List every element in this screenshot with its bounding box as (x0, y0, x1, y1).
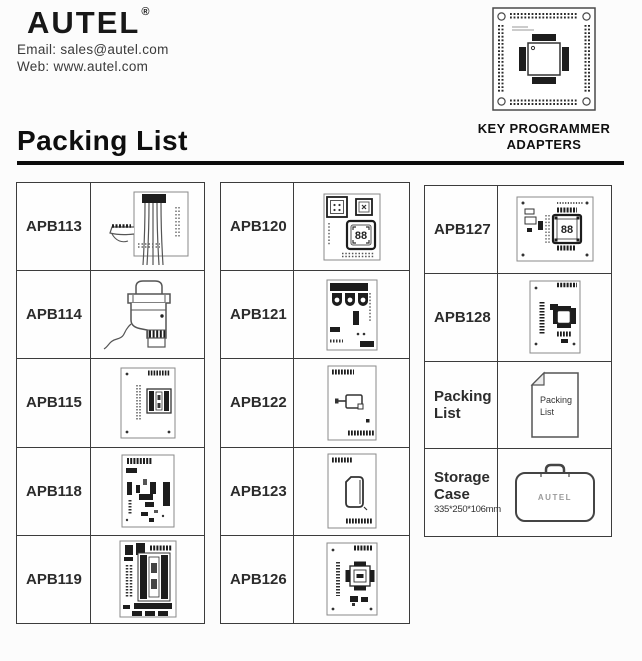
socket-text: 88 (354, 229, 367, 242)
paper-text-line2: List (539, 406, 554, 417)
cell-image (91, 271, 204, 358)
apb122-board-adapter-icon (324, 363, 380, 443)
packing-table-column-1 (16, 182, 205, 624)
storage-case-size: 335*250*106mm (434, 504, 501, 516)
adapters-caption-line2: ADAPTERS (506, 136, 582, 152)
part-number-label: APB123 (221, 448, 294, 535)
apb113-cable-adapter-icon (100, 187, 196, 267)
storage-case-label (425, 449, 501, 536)
part-number-label: APB128 (425, 274, 498, 361)
cell-image (498, 274, 611, 361)
part-number-label: APB118 (17, 448, 91, 535)
cell-image (294, 448, 409, 535)
cell-image (294, 536, 409, 623)
cell-image (91, 448, 204, 535)
storage-case-name: Storage Case (434, 468, 490, 504)
part-number-label: APB122 (221, 359, 294, 446)
cell-apb113 (17, 183, 204, 271)
apb115-board-adapter-icon (118, 365, 178, 441)
cell-apb123 (221, 448, 409, 536)
page-title: Packing List (17, 125, 188, 156)
cell-apb118 (17, 448, 204, 536)
paper-text-line1: Packing (539, 394, 572, 405)
cell-apb120 (221, 183, 409, 271)
cell-packing-list (425, 362, 611, 450)
title-underline (17, 161, 624, 165)
socket-text: 88 (560, 224, 573, 237)
contact-email-line (17, 42, 169, 57)
adapters-caption-line1: KEY PROGRAMMER (477, 121, 611, 136)
cell-image (498, 449, 611, 536)
cell-storage-case (425, 449, 611, 536)
packing-list-label: Packing List (425, 362, 498, 449)
apb127-board-adapter-icon (515, 195, 595, 263)
cell-apb114 (17, 271, 204, 359)
cell-image (294, 183, 409, 270)
cell-image (91, 536, 204, 623)
part-number-label: APB113 (17, 183, 91, 270)
cell-image (294, 359, 409, 446)
part-number-label: APB127 (425, 186, 498, 273)
part-number-label: APB121 (221, 271, 294, 358)
part-number-label: APB126 (221, 536, 294, 623)
key-programmer-adapter-figure (492, 7, 596, 111)
cell-image (91, 359, 204, 446)
cell-image (498, 362, 611, 449)
apb119-board-adapter-icon (118, 539, 178, 619)
contact-web-line (17, 59, 148, 74)
part-number-label: APB119 (17, 536, 91, 623)
apb121-board-adapter-icon (324, 277, 380, 353)
apb126-board-adapter-icon (324, 540, 380, 618)
apb128-board-adapter-icon (527, 278, 583, 356)
web-value: www.autel.com (53, 59, 149, 74)
apb123-board-adapter-icon (325, 451, 379, 531)
cell-apb128 (425, 274, 611, 362)
autel-logo-text: AUTEL (27, 5, 141, 40)
cell-image (498, 186, 611, 273)
apb118-board-adapter-icon (119, 452, 177, 530)
cell-apb122 (221, 359, 409, 447)
cell-image (91, 183, 204, 270)
apb120-board-adapter-icon (320, 190, 384, 264)
registered-trademark-icon: ® (141, 6, 150, 18)
packing-table-column-3 (424, 185, 612, 537)
autel-logo (27, 5, 149, 41)
cell-apb115 (17, 359, 204, 447)
packing-list-paper-icon (529, 370, 581, 440)
part-number-label: APB114 (17, 271, 91, 358)
cell-image (294, 271, 409, 358)
storage-case-icon (509, 461, 601, 525)
part-number-label: APB120 (221, 183, 294, 270)
case-brand-text: AUTEL (537, 492, 572, 502)
web-label: Web: (17, 59, 50, 74)
cell-apb119 (17, 536, 204, 623)
cell-apb127 (425, 186, 611, 274)
chip-adapter-icon (492, 7, 596, 111)
cell-apb121 (221, 271, 409, 359)
email-value: sales@autel.com (60, 42, 169, 57)
part-number-label: APB115 (17, 359, 91, 446)
packing-table-column-2 (220, 182, 410, 624)
cell-apb126 (221, 536, 409, 623)
apb114-connector-adapter-icon (100, 276, 196, 354)
adapters-caption (456, 121, 632, 152)
email-label: Email: (17, 42, 57, 57)
